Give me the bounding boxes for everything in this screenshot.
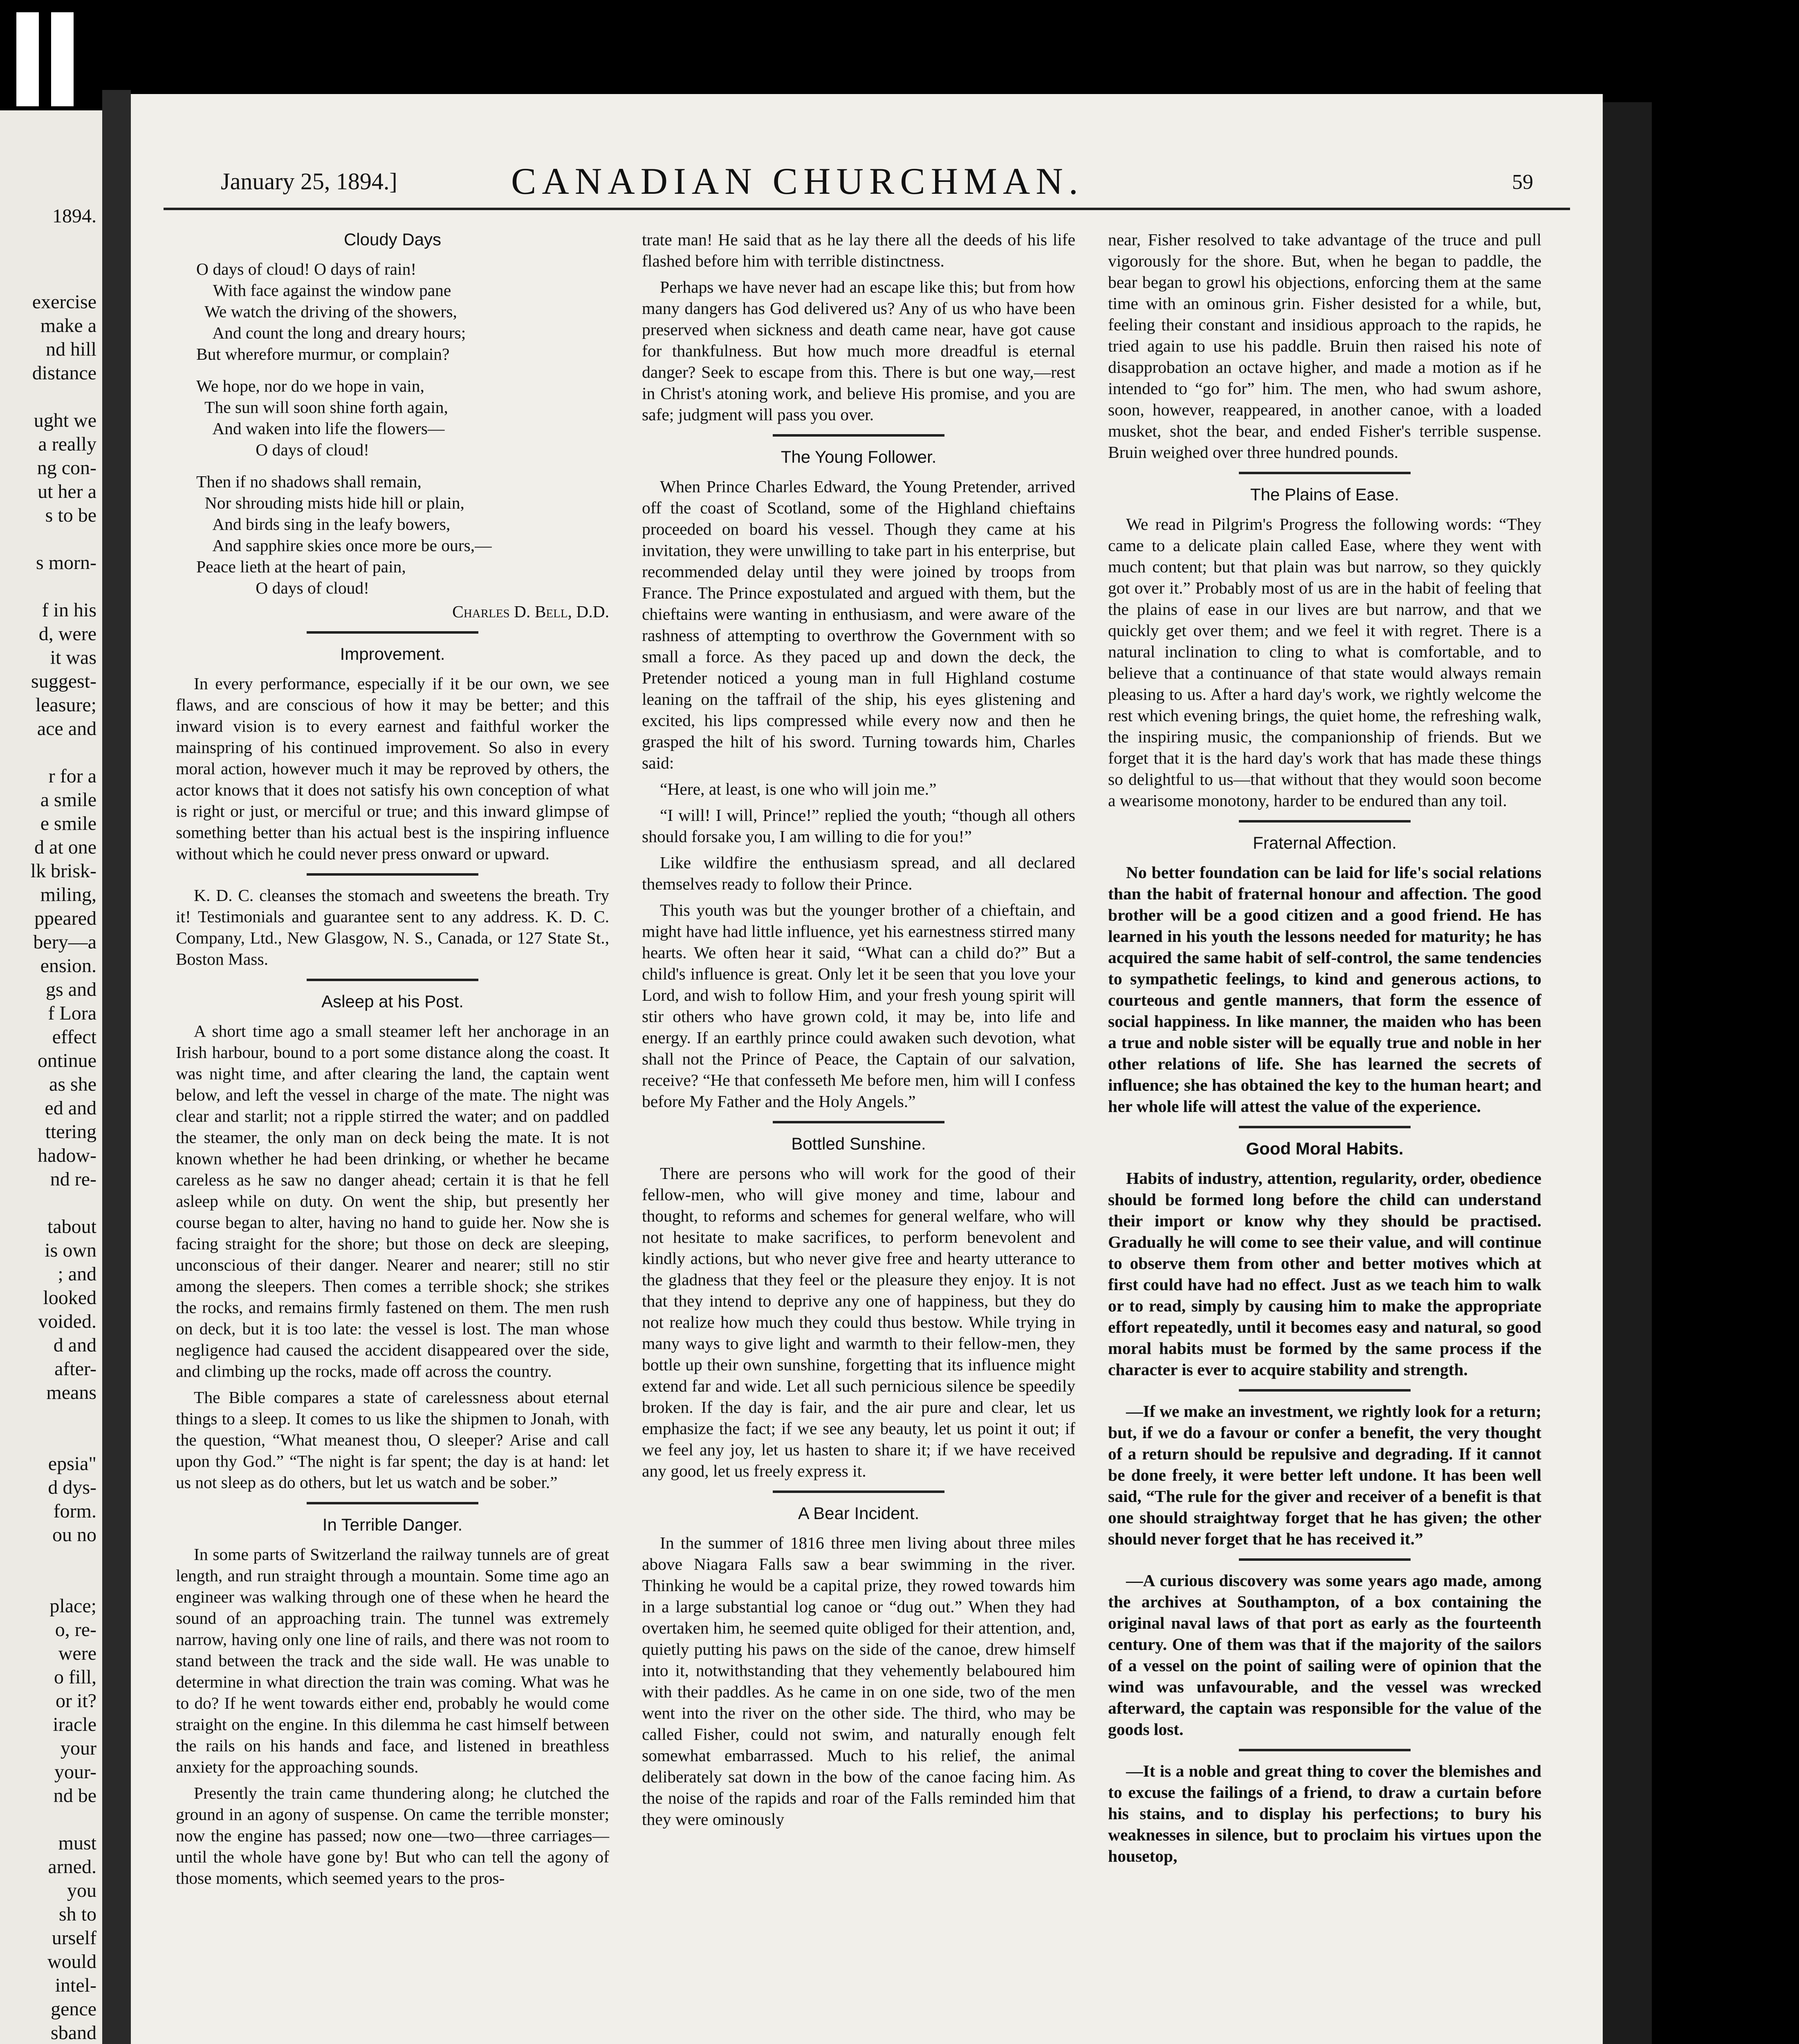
poem-line: But wherefore murmur, or complain? <box>196 345 450 363</box>
paragraph: Presently the train came thundering along; he clutched the ground in an agony of suspense. On came the terrible monster; now the engine has passed; now one—two—three carriages—until the whole have gone by! But who can tell the agony of those moments, which seemed years to the pros- <box>176 1784 609 1887</box>
left-page-fragment: d dys- <box>48 1477 96 1498</box>
paragraph: This youth was but the younger brother of a chieftain, and might have had little influence, yet his earnestness stirred many hearts. We often hear it said, “What can a child do?” But a child's influence is great. Only let it be seen that you love your Lord, and wish to follow Him, and your fresh young spirit will stir others who have grown cold, it may be, into life and energy. If an earthly prince could awaken such devotion, what shall not the Prince of Peace, the Captain of our salvation, receive? “He that confesseth Me before men, him will I confess before My Father and the Holy Angels.” <box>642 901 1075 1111</box>
column-3 <box>1108 229 1541 1871</box>
left-page-fragment: ontinue <box>38 1050 96 1071</box>
paragraph: “Here, at least, is one who will join me.” <box>660 780 937 798</box>
paragraph: There are persons who will work for the good of their fellow-men, who will give money and time, labour and thought, to reforms and schemes for general welfare, who will not hesitate to make sacrifices, to perform benevolent and kindly actions, but who never give free and hearty utterance to the gladness that they feel or the pleasure they enjoy. It is not that they intend to deprive any one of happiness, but they do not realize how much they could thus bestow. While trying in many ways to give light and warmth to their fellow-men, they bottle up their own sunshine, forgetting that its influence might extend far and wide. Let all such pernicious silence be speedily broken. If the day is fair, and the air pure and clear, let us emphasize the fact; if we see any beauty, let us point it out; if we feel any joy, let us hasten to share it; if we have received any good, let us freely express it. <box>642 1164 1075 1480</box>
left-page-fragment: ; and <box>58 1263 96 1285</box>
section-rule <box>307 873 478 876</box>
poem-author: Charles D. Bell, D.D. <box>452 602 609 621</box>
left-page-fragment: as she <box>49 1074 96 1095</box>
left-page-fragment: sband <box>51 2022 96 2044</box>
left-page-fragment: tabout <box>47 1216 96 1237</box>
left-page-fragment: nd re- <box>50 1168 96 1190</box>
poem-line: O days of cloud! <box>196 440 370 459</box>
paragraph: —If we make an investment, we rightly look for a return; but, if we do a favour or confer a benefit, the very thought of a return should be repulsive and degrading. If it cannot be done freely, it were better left undone. It has been well said, “The rule for the giver and receiver of a benefit is that one should straightway forget that he has given; the other should never forget that he has received it.” <box>1108 1402 1541 1548</box>
paragraph: In some parts of Switzerland the railway tunnels are of great length, and run straight through a mountain. Some time ago an engineer was walking through one of these when he heard the sound of an approaching train. The tunnel was extremely narrow, having only one line of rails, and there was not room to stand between the track and the side wall. He was unable to determine in what direction the train was coming. What was he to do? If he went towards either end, probably he would come straight on the engine. In this dilemma he cast himself between the rails on his hands and face, and listened in breathless anxiety for the approaching sounds. <box>176 1545 609 1776</box>
poem-line: Then if no shadows shall remain, <box>196 472 422 491</box>
paragraph: “I will! I will, Prince!” replied the youth; “though all others should forsake you, I am willing to die for you!” <box>642 806 1075 846</box>
section-rule <box>1239 1126 1411 1128</box>
poem-line: We watch the driving of the showers, <box>196 302 457 321</box>
section-rule <box>1239 820 1411 823</box>
advertisement: K. D. C. cleanses the stomach and sweetens the breath. Try it! Testimonials and guarantee sent to any address. K. D. C. Company, Ltd., New Glasgow, N. S., Canada, or 127 State St., Boston Mass. <box>176 886 609 968</box>
paragraph: Perhaps we have never had an escape like this; but from how many dangers has God delivered us? Any of us who have been preserved when sickness and death came near, have got cause for thankfulness. But how much more dreadful is eternal danger? Seek to escape from this. There is but one way,—rest in Christ's atoning work, and believe His promise, and you are safe; judgment will pass you over. <box>642 278 1075 424</box>
section-rule <box>1239 1749 1411 1751</box>
left-page-fragment: ou no <box>52 1524 96 1546</box>
left-page-fragment: lk brisk- <box>30 860 96 882</box>
left-page-fragment: d, were <box>38 623 96 645</box>
paragraph: When Prince Charles Edward, the Young Pretender, arrived off the coast of Scotland, some of the Highland chieftains proceeded on board his vessel. Though they came at his invitation, they were unwilling to take part in his enterprise, but recommended delay until they were joined by troops from France. The Prince expostulated and argued with them, but the chieftains were wanting in enthusiasm, and were aware of the rashness of attempting to overthrow the Government with so small a force. As they paced up and down the deck, the Pretender noticed a young man in full Highland costume leaning on the taffrail of the ship, his eyes glistening and excited, his lips compressed while every now and then he grasped the hilt of his sword. Turning towards him, Charles said: <box>642 477 1075 772</box>
left-page-fragment: effect <box>52 1026 96 1048</box>
left-page-fragment: leasure; <box>35 694 96 716</box>
paragraph: The Bible compares a state of carelessness about eternal things to a sleep. It comes to us like the shipmen to Jonah, with the question, “What meanest thou, O sleeper? Arise and call upon thy God.” “The night is far spent; the day is at hand: let us not sleep as do others, but let us watch and be sober.” <box>176 1388 609 1492</box>
paragraph: Like wildfire the enthusiasm spread, and all declared themselves ready to follow their Prince. <box>642 853 1075 893</box>
left-page-fragment: you <box>67 1880 96 1901</box>
article-title: A Bear Incident. <box>798 1504 920 1523</box>
left-page-fragment: is own <box>45 1239 96 1261</box>
left-page-fragment: a smile <box>40 789 96 811</box>
left-page-fragment: gence <box>51 1998 96 2020</box>
left-page-fragment: your <box>61 1737 96 1759</box>
section-rule <box>773 1121 944 1123</box>
left-page-fragment: form. <box>53 1500 96 1522</box>
poem <box>196 258 609 598</box>
poem-line: And birds sing in the leafy bowers, <box>196 515 451 533</box>
left-page-fragment: means <box>46 1382 96 1403</box>
left-page-fragment: looked <box>43 1287 96 1309</box>
section-rule <box>307 631 478 634</box>
paragraph: Habits of industry, attention, regularity, order, obedience should be formed long before the child can understand their import or know why they should be practised. Gradually he will come to see their value, and will continue to observe them from other and better motives which at first could have had no effect. Just as we teach him to walk or to read, simply by causing him to make the appropriate effort repeatedly, until it becomes easy and natural, so good moral habits must be formed by the same process if the character is ever to acquire stability and strength. <box>1108 1169 1541 1379</box>
left-page-fragment: voided. <box>38 1311 96 1332</box>
left-page-fragment: ng con- <box>37 457 96 479</box>
section-rule <box>1239 1558 1411 1561</box>
left-page-fragment: must <box>58 1832 96 1854</box>
column-2 <box>642 229 1075 1835</box>
paragraph: —It is a noble and great thing to cover the blemishes and to excuse the failings of a friend, to draw a curtain before his stains, and to display his perfections; to bury his weaknesses in silence, but to proclaim his virtues upon the housetop, <box>1108 1762 1541 1865</box>
left-page-fragment: ught we <box>34 410 96 431</box>
issue-date: January 25, 1894.] <box>221 168 397 195</box>
poem-line: The sun will soon shine forth again, <box>196 398 448 417</box>
poem-line: We hope, nor do we hope in vain, <box>196 377 424 395</box>
poem-line: O days of cloud! O days of rain! <box>196 260 417 278</box>
article-title: Good Moral Habits. <box>1246 1139 1404 1158</box>
left-page-fragment: ension. <box>40 955 96 977</box>
left-page-fragment: would <box>47 1951 96 1972</box>
left-page-fragment: place; <box>49 1595 96 1617</box>
left-page-fragment: sh to <box>58 1903 96 1925</box>
left-page-fragment: gs and <box>46 979 96 1000</box>
left-page-number: 1894. <box>52 205 96 227</box>
section-rule <box>307 979 478 981</box>
poem-line: Peace lieth at the heart of pain, <box>196 557 406 576</box>
article-title: Improvement. <box>340 644 445 663</box>
section-rule <box>1239 1389 1411 1392</box>
left-page-fragment: o fill, <box>54 1666 96 1688</box>
article-title: The Plains of Ease. <box>1250 485 1400 504</box>
left-page-fragment: a really <box>38 433 96 455</box>
masthead-title: CANADIAN CHURCHMAN. <box>511 160 1084 202</box>
article-title: Asleep at his Post. <box>321 992 464 1011</box>
page-number: 59 <box>1512 170 1533 194</box>
poem-line: And waken into life the flowers— <box>196 419 445 438</box>
header-rule <box>164 208 1570 210</box>
article-title: Bottled Sunshine. <box>791 1134 926 1153</box>
left-page-fragment: it was <box>50 647 96 668</box>
left-page-fragment: ttering <box>45 1121 96 1143</box>
book-edge <box>1603 102 1652 2044</box>
left-page-fragment: d at one <box>34 836 96 858</box>
article-title: Cloudy Days <box>343 230 442 249</box>
left-page-fragment: e smile <box>40 813 96 834</box>
paragraph: trate man! He said that as he lay there all the deeds of his life flashed before him with terrible distinctness. <box>642 230 1075 270</box>
paragraph: near, Fisher resolved to take advantage of the truce and pull vigorously for the shore. But, when he began to paddle, the bear began to growl his objections, enforcing them at the same time with an ominous grin. Fisher desisted for a while, but, feeling their constant and insidious approach to the rapids, he tried again to use his paddle. Bruin then raised his note of disapprobation an octave higher, and made a motion as if he intended to “go for” him. The men, who had swum ashore, soon, however, reappeared, in another canoe, with a loaded musket, shot the bear, and ended Fisher's terrible suspense. Bruin weighed over three hundred pounds. <box>1108 230 1541 462</box>
article-title: The Young Follower. <box>781 447 937 466</box>
article-title: In Terrible Danger. <box>322 1515 463 1534</box>
section-rule <box>773 1490 944 1493</box>
poem-line: With face against the window pane <box>196 281 451 300</box>
section-rule <box>307 1502 478 1504</box>
left-page-fragment: ed and <box>45 1097 96 1119</box>
poem-line: O days of cloud! <box>196 578 370 597</box>
left-page-fragment: urself <box>52 1927 96 1949</box>
left-page-fragment: bery—a <box>33 931 96 953</box>
scan-marker <box>51 12 74 106</box>
left-page-fragment: distance <box>32 362 96 384</box>
left-page-fragment: f in his <box>42 599 96 621</box>
left-page-fragment: epsia" <box>48 1453 96 1475</box>
left-page-fragment: ppeared <box>34 908 96 929</box>
paragraph: In the summer of 1816 three men living about three miles above Niagara Falls saw a bear swimming in the river. Thinking he would be a capital prize, they rowed towards him in a large substantial log canoe or “dug out.” When they had overtaken him, he seemed quite obliged for their attention, and, quietly putting his paws on the side of the canoe, drew himself into it, notwithstanding that they vehemently belaboured him with their paddles. As he came in on one side, two of the men went into the river on the other side. The third, who may be called Fisher, could not swim, and naturally enough felt somewhat embarrassed. Much to his relief, the animal deliberately sat down in the bow of the canoe facing him. As the noise of the rapids and roar of the Falls reminded him that they were ominously <box>642 1533 1075 1829</box>
left-page-edge <box>0 110 102 2044</box>
left-page-fragment: suggest- <box>31 670 96 692</box>
left-page-fragment: s morn- <box>36 552 96 574</box>
left-page-fragment: intel- <box>55 1975 96 1996</box>
left-page-fragment: nd hill <box>45 338 96 360</box>
left-page-fragment: were <box>58 1643 96 1664</box>
page-header <box>131 155 1603 225</box>
left-page-fragment: iracle <box>53 1714 96 1735</box>
left-page-fragment: o, re- <box>55 1619 96 1641</box>
left-page-fragment: ace and <box>37 718 96 740</box>
paragraph: No better foundation can be laid for life's social relations than the habit of fraternal honour and affection. The good brother will be a good citizen and a good friend. He has learned in his youth the lessons needed for maturity; he has acquired the same habit of self-control, the same tendencies to sympathetic feelings, to kind and generous actions, to courteous and gentle manners, that form the essence of social happiness. In like manner, the maiden who has been a true and noble sister will be equally true and noble in her other relations of life. She has learned the secrets of influence; she has obtained the key to the human heart; and her whole life will attest the value of the experience. <box>1108 863 1541 1116</box>
newspaper-page <box>131 94 1603 2044</box>
paragraph: We read in Pilgrim's Progress the following words: “They came to a delicate plain called Ease, where they went with much content; but that plain was but narrow, so they quickly got over it.” Probably most of us are in the habit of feeling that the plains of ease in our lives are but narrow, and that we quickly get over them; and we feel it with regret. There is a natural inclination to cling to what is comfortable, and to believe that a continuance of that state would always remain pleasing to us. After a hard day's work, we rightly welcome the rest which evening brings, the quiet home, the refreshing walk, the inspiring music, the companionship of friends. But we forget that it is the hard day's work that has made these things so delightful to us—that without that they would soon become a wearisome monotony, harder to be endured than any toil. <box>1108 515 1541 810</box>
poem-line: Nor shrouding mists hide hill or plain, <box>196 493 464 512</box>
column-1 <box>176 229 609 1894</box>
left-page-fragment: exercise <box>32 291 96 313</box>
left-page-fragment: arned. <box>48 1856 96 1878</box>
paragraph: In every performance, especially if it be our own, we see flaws, and are conscious of how it may be better; and this inward vision is to every earnest and faithful worker the mainspring of his continued improvement. So also in every moral action, however much it may be reproved by others, the actor knows that it does not satisfy his own conception of what is right or just, or merciful or true; and this inward glimpse of something better than his actual best is the inspiring influence without which he could never press onward or upward. <box>176 674 609 863</box>
left-page-fragment: or it? <box>56 1690 96 1712</box>
left-page-fragment: make a <box>40 315 96 336</box>
poem-line: And count the long and dreary hours; <box>196 323 466 342</box>
section-rule <box>773 434 944 437</box>
scan-marker <box>16 12 39 106</box>
paragraph: A short time ago a small steamer left her anchorage in an Irish harbour, bound to a port some distance along the coast. It was night time, and after clearing the land, the captain went below, and left the vessel in charge of the mate. The night was clear and starlit; not a ripple stirred the water; and on paddled the steamer, the only man on deck being the mate. It is not known whether he had been drinking, or whether he became careless as he saw no danger ahead; certain it is that he fell asleep while on duty. On went the ship, but presently her course began to alter, having no hand to guide her. Now she is facing straight for the shore; but those on deck are sleeping, unconscious of their danger. Nearer and nearer; still no stir among the sleepers. Then comes a terrible shock; she strikes the rocks, and remains firmly fastened on them. The men rush on deck, but it is too late: the vessel is lost. The man whose negligence had caused the accident disappeared over the side, and climbing up the rocks, made off across the country. <box>176 1022 609 1381</box>
left-page-fragment: r for a <box>48 765 96 787</box>
left-page-fragment: f Lora <box>48 1002 96 1024</box>
paragraph: —A curious discovery was some years ago made, among the archives at Southampton, of a box containing the original naval laws of that port as early as the fourteenth century. One of them was that if the majority of the sailors of a vessel on the point of sailing were of opinion that the wind was unfavourable, and the vessel was wrecked afterward, the captain was responsible for the value of the goods lost. <box>1108 1571 1541 1739</box>
left-page-fragment: hadow- <box>38 1145 96 1166</box>
article-title: Fraternal Affection. <box>1253 833 1397 852</box>
left-page-fragment: your- <box>54 1761 96 1783</box>
poem-line: And sapphire skies once more be ours,— <box>196 536 492 555</box>
left-page-fragment: ut her a <box>38 481 96 502</box>
left-page-fragment: nd be <box>53 1785 96 1806</box>
left-page-fragment: after- <box>54 1358 96 1380</box>
section-rule <box>1239 472 1411 474</box>
left-page-fragment: s to be <box>45 504 96 526</box>
book-gutter <box>102 90 131 2044</box>
left-page-fragment: miling, <box>40 884 96 905</box>
left-page-fragment: d and <box>53 1334 96 1356</box>
